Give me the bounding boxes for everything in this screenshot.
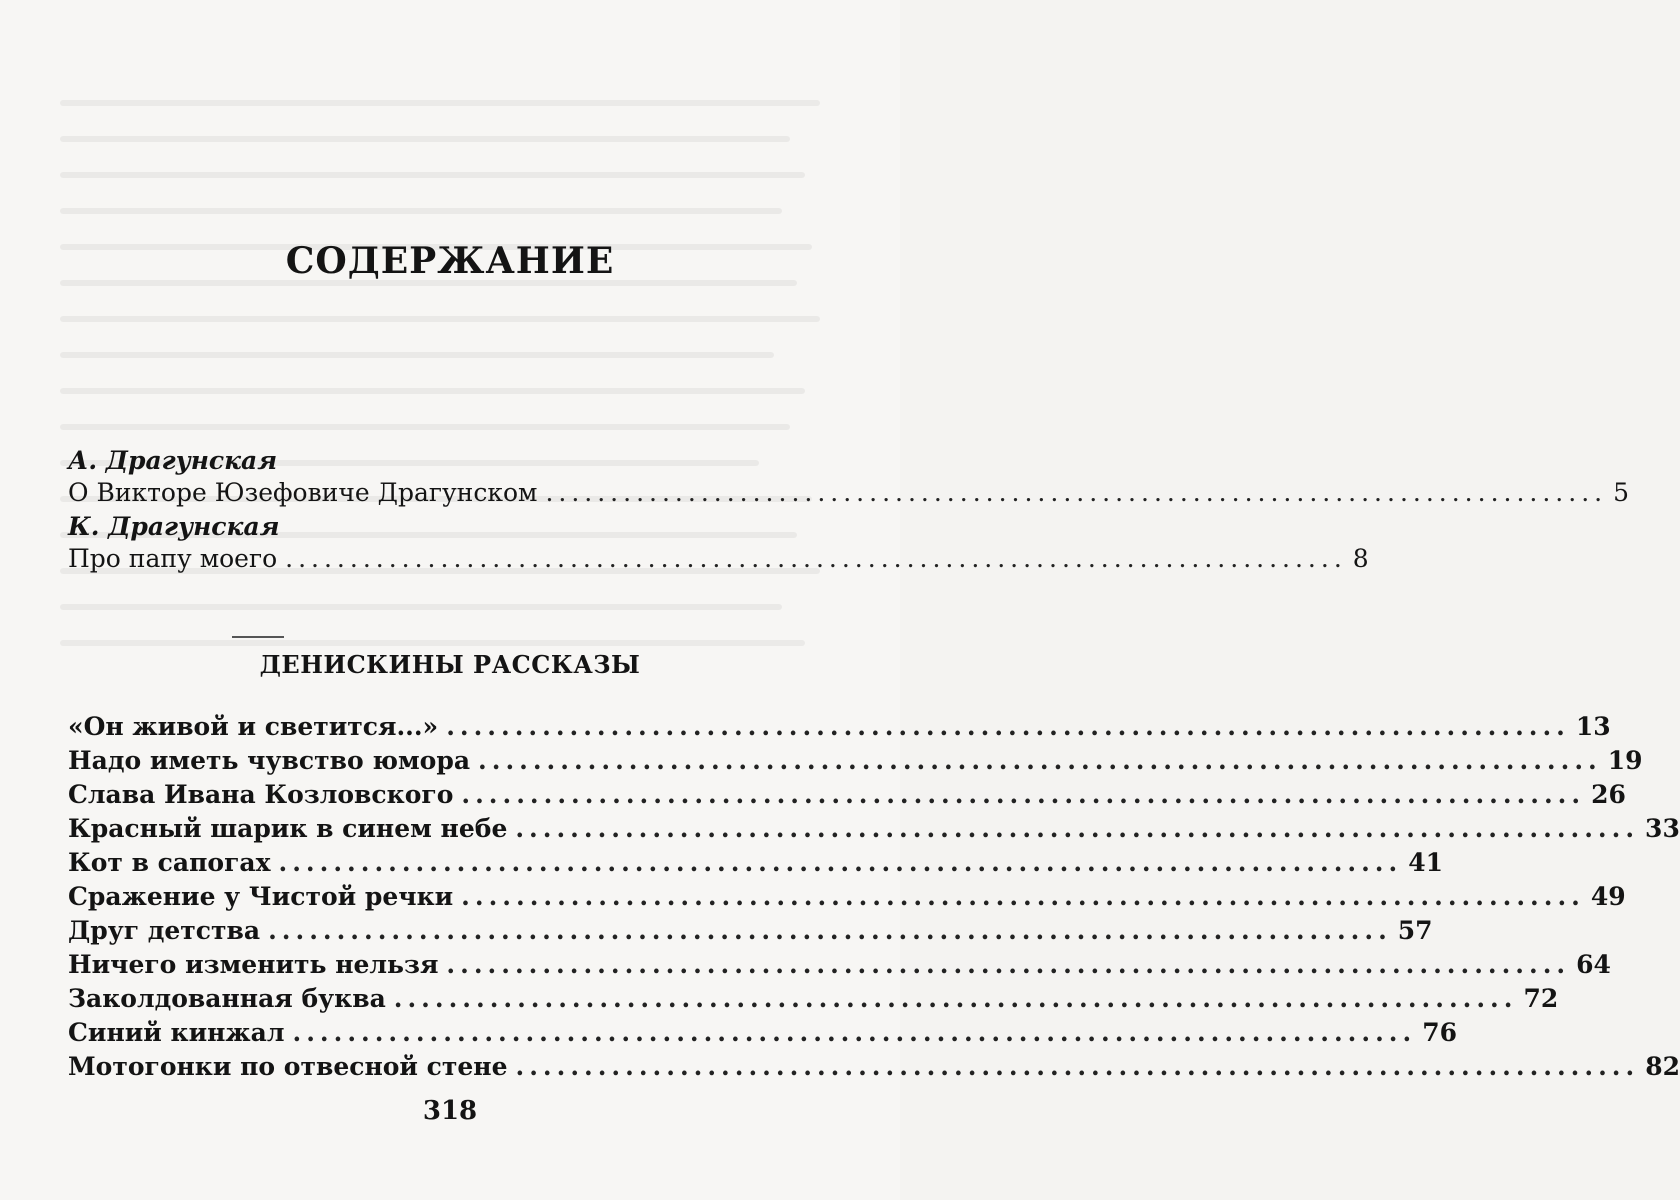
toc-leader-dots: .................................................................................. (393, 984, 1518, 1013)
toc-entry-page: 8 (1352, 544, 1369, 573)
toc-entry-page: 26 (1591, 780, 1626, 809)
toc-entry[interactable] (68, 950, 1611, 984)
toc-entry-title: Синий кинжал (68, 1018, 285, 1047)
toc-entry[interactable] (68, 916, 1433, 950)
toc-leader-dots: .................................................................................. (292, 1018, 1417, 1047)
toc-heading: СОДЕРЖАНИЕ (285, 240, 615, 282)
toc-entry-title: Слава Ивана Козловского (68, 780, 454, 809)
toc-leader-dots: .................................................................................. (446, 712, 1570, 741)
toc-entry-page: 82 (1645, 1052, 1680, 1081)
toc-entry-title: О Викторе Юзефовиче Драгунском (68, 478, 538, 507)
toc-leader-dots: .................................................................................. (461, 882, 1585, 911)
toc-entry-page: 41 (1408, 848, 1444, 877)
toc-entry[interactable] (68, 780, 1626, 814)
page-number: 318 (422, 1096, 478, 1126)
toc-entry-title: «Он живой и светится...» (68, 712, 439, 741)
toc-entry-page: 76 (1422, 1018, 1457, 1047)
toc-leader-dots: .................................................................................. (545, 478, 1608, 507)
toc-entry[interactable] (68, 1052, 1680, 1086)
toc-entry-title: Ничего изменить нельзя (68, 950, 439, 979)
toc-entry[interactable] (68, 478, 1629, 512)
toc-entry-page: 13 (1575, 712, 1611, 741)
toc-entry-page: 49 (1590, 882, 1626, 911)
toc-entry-page: 57 (1397, 916, 1433, 945)
section-heading: ДЕНИСКИНЫ РАССКАЗЫ (259, 650, 641, 679)
toc-entry-title: Мотогонки по отвесной стене (68, 1052, 508, 1081)
toc-leader-dots: .................................................................................. (478, 746, 1602, 775)
toc-leader-dots: .................................................................................. (515, 814, 1640, 843)
author-name: К. Драгунская (68, 512, 280, 541)
toc-leader-dots: .................................................................................. (446, 950, 1571, 979)
toc-leader-dots: .................................................................................. (278, 848, 1403, 877)
toc-leader-dots: .................................................................................. (515, 1052, 1640, 1081)
toc-entry[interactable] (68, 1018, 1457, 1052)
toc-entry[interactable] (68, 746, 1643, 780)
toc-entry[interactable] (68, 848, 1444, 882)
toc-entry-title: Надо иметь чувство юмора (68, 746, 471, 775)
toc-entry-title: Сражение у Чистой речки (68, 882, 454, 911)
toc-entry-title: Заколдованная буква (68, 984, 386, 1013)
toc-entry-page: 19 (1607, 746, 1643, 775)
toc-leader-dots: .................................................................................. (268, 916, 1392, 945)
toc-entry-page: 33 (1645, 814, 1680, 843)
toc-entry-page: 64 (1576, 950, 1611, 979)
toc-leader-dots: .................................................................................. (285, 544, 1347, 573)
toc-entry-title: Красный шарик в синем небе (68, 814, 508, 843)
toc-entry[interactable] (68, 882, 1626, 916)
toc-entry-page: 5 (1613, 478, 1629, 507)
toc-entry-title: Про папу моего (68, 544, 278, 573)
toc-entry[interactable] (68, 814, 1680, 848)
toc-leader-dots: .................................................................................. (461, 780, 1586, 809)
toc-entry-page: 72 (1523, 984, 1559, 1013)
toc-entry[interactable] (68, 712, 1611, 746)
author-name: А. Драгунская (68, 446, 278, 475)
toc-entry-title: Кот в сапогах (68, 848, 271, 877)
toc-entry-title: Друг детства (68, 916, 261, 945)
section-divider (232, 636, 284, 638)
toc-entry[interactable] (68, 984, 1559, 1018)
toc-entry[interactable] (68, 544, 1369, 578)
